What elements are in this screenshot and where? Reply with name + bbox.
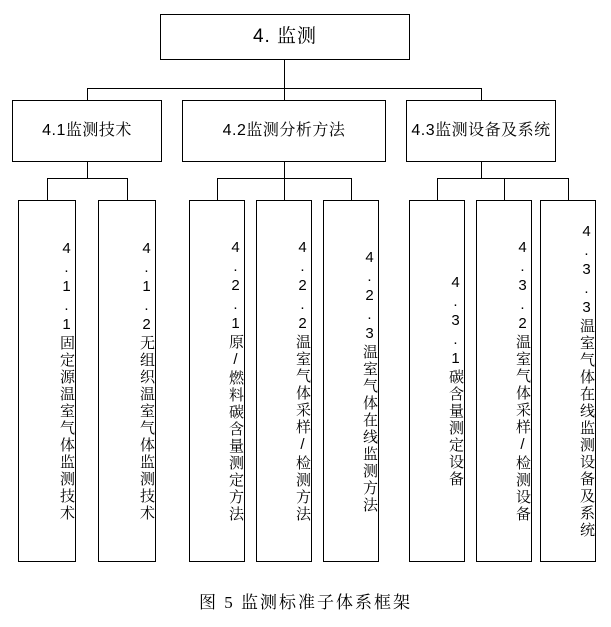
node-leaf-1-2: [98, 200, 156, 562]
connector-drop-branch-1: [87, 88, 88, 100]
connector-drop-leaf-3-1: [437, 178, 438, 200]
connector-drop-leaf-3-3: [568, 178, 569, 200]
connector-drop-leaf-3-2: [504, 178, 505, 200]
node-leaf-1-1: [18, 200, 76, 562]
connector-drop-leaf-1-1: [47, 178, 48, 200]
connector-branch-3-bus: [437, 178, 568, 179]
node-leaf-1-1-label: 4.1.1固定源温室气体监测技术: [58, 240, 75, 522]
node-leaf-3-1-label: 4.3.1碳含量测定设备: [447, 274, 464, 488]
node-leaf-3-3-label: 4.3.3温室气体在线监测设备及系统: [578, 223, 595, 539]
node-branch-1: [12, 100, 162, 162]
connector-drop-branch-3: [481, 88, 482, 100]
connector-drop-leaf-2-3: [351, 178, 352, 200]
node-root: [160, 14, 410, 60]
connector-drop-leaf-1-2: [127, 178, 128, 200]
node-leaf-2-3-label: 4.2.3温室气体在线监测方法: [361, 248, 378, 514]
node-leaf-2-1: [189, 200, 245, 562]
connector-drop-leaf-2-1: [217, 178, 218, 200]
connector-drop-leaf-2-2: [284, 178, 285, 200]
node-leaf-3-2: [476, 200, 532, 562]
node-branch-2: [182, 100, 386, 162]
connector-branch-2-stem: [284, 162, 285, 178]
node-leaf-2-3: [323, 200, 379, 562]
connector-branch-1-bus: [47, 178, 127, 179]
connector-branch-3-stem: [481, 162, 482, 178]
node-leaf-2-1-label: 4.2.1原/燃料碳含量测定方法: [227, 239, 244, 523]
connector-root-stem: [284, 60, 285, 88]
node-leaf-2-2-label: 4.2.2温室气体采样/检测方法: [294, 239, 311, 523]
node-branch-2-label: 4.2监测分析方法: [222, 122, 346, 139]
figure-caption: 图 5 监测标准子体系框架: [199, 593, 412, 612]
node-leaf-2-2: [256, 200, 312, 562]
node-root-label: 4. 监测: [252, 26, 318, 48]
node-leaf-3-1: [409, 200, 465, 562]
node-leaf-3-3: [540, 200, 596, 562]
connector-branch-1-stem: [87, 162, 88, 178]
node-branch-1-label: 4.1监测技术: [42, 122, 132, 139]
node-leaf-1-2-label: 4.1.2无组织温室气体监测技术: [138, 240, 155, 522]
node-branch-3: [406, 100, 556, 162]
node-branch-3-label: 4.3监测设备及系统: [411, 122, 551, 139]
connector-drop-branch-2: [284, 88, 285, 100]
node-leaf-3-2-label: 4.3.2温室气体采样/检测设备: [514, 239, 531, 523]
